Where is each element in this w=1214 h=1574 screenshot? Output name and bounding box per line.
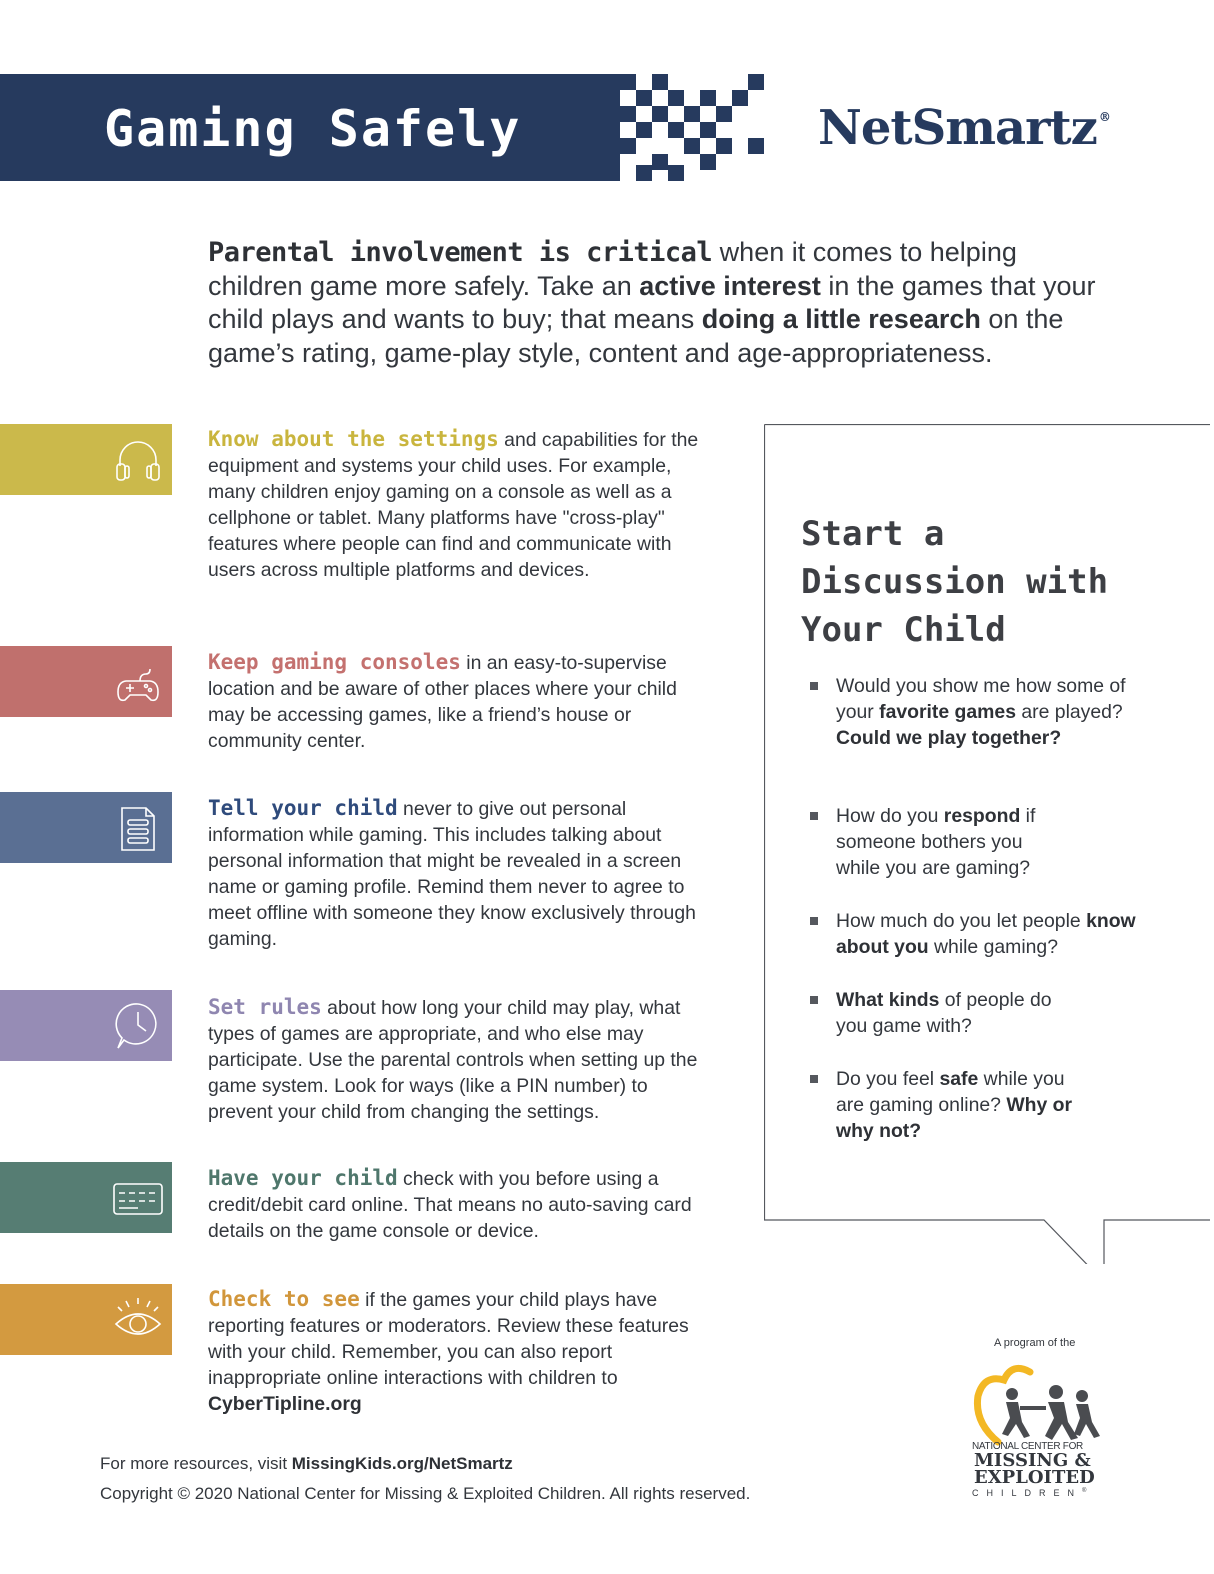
missingkids-link[interactable]: MissingKids.org/NetSmartz — [291, 1454, 513, 1473]
ncmec-children: CHILDREN® — [972, 1488, 1087, 1498]
ncmec-name: MISSING & EXPLOITED — [974, 1450, 1095, 1488]
tip-consoles: Keep gaming consoles in an easy-to-supervise location and be aware of other places where your child may be accessing games, like a friend’s house or community center. — [208, 650, 677, 752]
credit-card-icon — [110, 1170, 166, 1226]
tip-tell-child: Tell your child never to give out personal information while gaming. This includes talking about personal information that might be revealed in a screen name or gaming profile. Remind them never to agree to meet offline with someone they know exclusively through gaming. — [208, 796, 696, 950]
tip-bar-set-rules — [0, 990, 172, 1061]
page-title: Gaming Safely — [104, 100, 522, 158]
cybertipline-link[interactable]: CyberTipline.org — [208, 1393, 362, 1415]
eye-icon — [110, 1292, 166, 1348]
question-what-kinds: What kinds of people do you game with? — [836, 987, 1056, 1039]
ncmec-national-center: NATIONAL CENTER FOR — [972, 1441, 1083, 1452]
tip-have-child: Have your child check with you before using a credit/debit card online. That means no auto-saving card details on the game console or device. — [208, 1166, 692, 1242]
footer-copyright: Copyright © 2020 National Center for Missing & Exploited Children. All rights reserved. — [100, 1484, 751, 1503]
tip-bar-check — [0, 1284, 172, 1355]
tip-settings: Know about the settings and capabilities for the equipment and systems your child uses. For example, many children enjoy gaming on a console as well as a cellphone or tablet. Many platforms have "cross-play" features where people can find and communicate with users across multiple platforms and devices. — [208, 427, 699, 581]
discussion-title: Start a Discussion with Your Child — [801, 514, 1109, 650]
footer-resources: For more resources, visit MissingKids.org/NetSmartz — [100, 1454, 513, 1473]
tip-bar-tell-child — [0, 792, 172, 863]
tip-bar-consoles — [0, 646, 172, 717]
tip-set-rules: Set rules about how long your child may play, what types of games are appropriate, and who else may participate. Use the parental controls when setting up the game system. Look for ways (like a PIN number) to prevent your child from changing the settings. — [208, 995, 698, 1123]
question-feel-safe: Do you feel safe while you are gaming online? Why or why not? — [836, 1066, 1076, 1144]
document-icon — [110, 800, 166, 856]
tip-bar-settings — [0, 424, 172, 495]
clock-icon — [110, 998, 166, 1054]
tip-check: Check to see if the games your child plays have reporting features or moderators. Review these features with your child. Remember, you can also report inappropriate online interactions with children to CyberTipline.org — [208, 1287, 689, 1415]
game-controller-icon — [110, 654, 166, 710]
question-favorite-games: Would you show me how some of your favorite games are played? Could we play together? — [836, 673, 1136, 751]
netsmartz-logo: NetSmartz ® — [818, 100, 1110, 156]
question-know-about-you: How much do you let people know about you while gaming? — [836, 910, 1136, 958]
tip-bar-have-child — [0, 1162, 172, 1233]
intro-paragraph: Parental involvement is critical when it comes to helping children game more safely. Take an active interest in the games that your child plays and wants to buy; that means doing a little research on the game’s rating, game-play style, content and age-appropriateness. — [208, 237, 1096, 368]
program-of-label: A program of the — [994, 1337, 1076, 1349]
question-respond: How do you respond if someone bothers you while you are gaming? — [836, 803, 1066, 881]
headphones-icon — [110, 432, 166, 488]
